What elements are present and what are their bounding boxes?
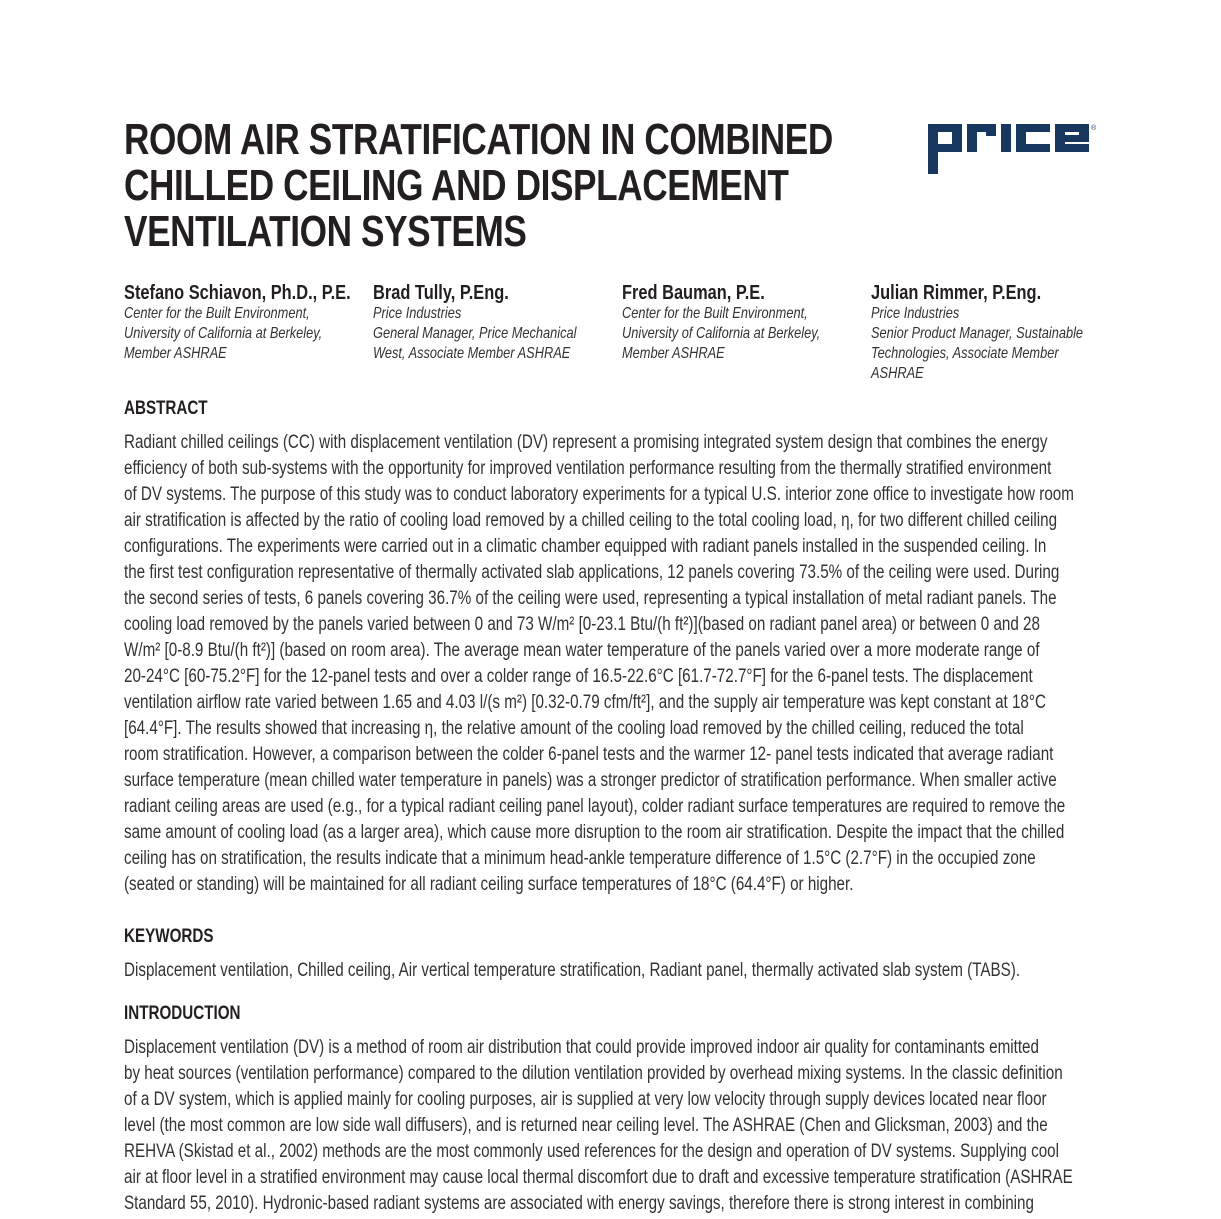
author-affiliation: Price Industries [871, 305, 960, 322]
text-line: the first test configuration representative of thermally activated slab applications, 12 panels covering 73.5% of the ceiling were used. During [124, 562, 1060, 583]
text-line: [64.4°F]. The results showed that increasing η, the relative amount of the cooling load removed by the chilled ceiling, reduced the total [124, 718, 1024, 739]
author-block [622, 282, 867, 364]
abstract-body [124, 430, 1221, 898]
title-line: CHILLED CEILING AND DISPLACEMENT [124, 161, 789, 210]
text-line: efficiency of both sub-systems with the opportunity for improved ventilation performance resulting from the thermally stratified environment [124, 458, 1052, 479]
text-line: air stratification is affected by the ratio of cooling load removed by a chilled ceiling to the total cooling load, η, for two different chilled ceiling [124, 510, 1058, 531]
text-line: the second series of tests, 6 panels covering 36.7% of the ceiling were used, representing a typical installation of metal radiant panels. The [124, 588, 1057, 609]
author-name: Julian Rimmer, P.Eng. [871, 282, 1042, 304]
text-line: ceiling has on stratification, the results indicate that a minimum head-ankle temperature difference of 1.5°C (2.7°F) in the occupied zone [124, 848, 1036, 869]
author-affiliation: University of California at Berkeley, [124, 325, 323, 342]
author-affiliation: Technologies, Associate Member [871, 345, 1059, 362]
author-block [373, 282, 618, 364]
author-affiliation: Center for the Built Environment, [124, 305, 310, 322]
registered-mark: ® [1091, 125, 1097, 132]
author-affiliation: West, Associate Member ASHRAE [373, 345, 571, 362]
author-block [124, 282, 369, 364]
author-affiliation: Price Industries [373, 305, 462, 322]
author-affiliation: Center for the Built Environment, [622, 305, 808, 322]
author-affiliation: University of California at Berkeley, [622, 325, 821, 342]
text-line: (seated or standing) will be maintained for all radiant ceiling surface temperatures of 18°C (64.4°F) or higher. [124, 874, 854, 895]
text-line: cooling load removed by the panels varied between 0 and 73 W/m² [0-23.1 Btu/(h ft²)](based on radiant panel area) or between 0 and 28 [124, 614, 1040, 635]
keywords-heading: KEYWORDS [124, 926, 214, 947]
introduction-heading: INTRODUCTION [124, 1003, 241, 1024]
price-logo-icon [928, 122, 1098, 176]
author-name: Brad Tully, P.Eng. [373, 282, 509, 304]
author-name: Stefano Schiavon, Ph.D., P.E. [124, 282, 351, 304]
abstract-heading: ABSTRACT [124, 398, 208, 419]
text-line: Displacement ventilation, Chilled ceiling, Air vertical temperature stratification, Radiant panel, thermally activated slab system (TABS). [124, 960, 1021, 981]
text-line: Radiant chilled ceilings (CC) with displacement ventilation (DV) represent a promising integrated system design that combines the energy [124, 432, 1048, 453]
title-line: ROOM AIR STRATIFICATION IN COMBINED [124, 115, 833, 164]
text-line: REHVA (Skistad et al., 2002) methods are the most commonly used references for the design and operation of DV systems. Supplying cool [124, 1141, 1059, 1162]
text-line: surface temperature (mean chilled water temperature in panels) was a stronger predictor of stratification performance. When smaller active [124, 770, 1057, 791]
text-line: 20-24°C [60-75.2°F] for the 12-panel tests and over a colder range of 16.5-22.6°C [61.7-72.7°F] for the 6-panel tests. The displacement [124, 666, 1033, 687]
text-line: of DV systems. The purpose of this study was to conduct laboratory experiments for a typical U.S. interior zone office to investigate how room [124, 484, 1074, 505]
title-line: VENTILATION SYSTEMS [124, 207, 527, 256]
author-affiliation: Senior Product Manager, Sustainable [871, 325, 1084, 342]
author-name: Fred Bauman, P.E. [622, 282, 765, 304]
text-line: air at floor level in a stratified environment may cause local thermal discomfort due to draft and excessive temperature stratification (ASHRAE [124, 1167, 1073, 1188]
text-line: radiant ceiling areas are used (e.g., for a typical radiant ceiling panel layout), colder radiant surface temperatures are required to remove the [124, 796, 1066, 817]
text-line: room stratification. However, a comparison between the colder 6-panel tests and the warmer 12- panel tests indicated that average radiant [124, 744, 1054, 765]
text-line: Displacement ventilation (DV) is a method of room air distribution that could provide improved indoor air quality for contaminants emitted [124, 1037, 1039, 1058]
author-affiliation: Member ASHRAE [124, 345, 227, 362]
author-affiliation: ASHRAE [871, 365, 924, 382]
author-block [871, 282, 1116, 384]
author-affiliation: General Manager, Price Mechanical [373, 325, 577, 342]
text-line: same amount of cooling load (as a larger area), which cause more disruption to the room air stratification. Despite the impact that the chilled [124, 822, 1065, 843]
author-affiliation: Member ASHRAE [622, 345, 725, 362]
paper-title [124, 117, 1010, 255]
keywords-body [124, 958, 1221, 984]
text-line: by heat sources (ventilation performance) compared to the dilution ventilation provided by overhead mixing systems. In the classic definition [124, 1063, 1063, 1084]
introduction-body [124, 1035, 1221, 1217]
text-line: Standard 55, 2010). Hydronic-based radiant systems are associated with energy savings, therefore there is strong interest in combining [124, 1193, 1034, 1214]
text-line: level (the most common are low side wall diffusers), and is returned near ceiling level. The ASHRAE (Chen and Glicksman, 2003) and the [124, 1115, 1048, 1136]
text-line: of a DV system, which is applied mainly for cooling purposes, air is supplied at very low velocity through supply devices located near floor [124, 1089, 1047, 1110]
text-line: ventilation airflow rate varied between 1.65 and 4.03 l/(s m²) [0.32-0.79 cfm/ft²], and the supply air temperature was kept constant at 18°C [124, 692, 1046, 713]
text-line: configurations. The experiments were carried out in a climatic chamber equipped with radiant panels installed in the suspended ceiling. In [124, 536, 1047, 557]
text-line: W/m² [0-8.9 Btu/(h ft²)] (based on room area). The average mean water temperature of the panels varied over a more moderate range of [124, 640, 1040, 661]
